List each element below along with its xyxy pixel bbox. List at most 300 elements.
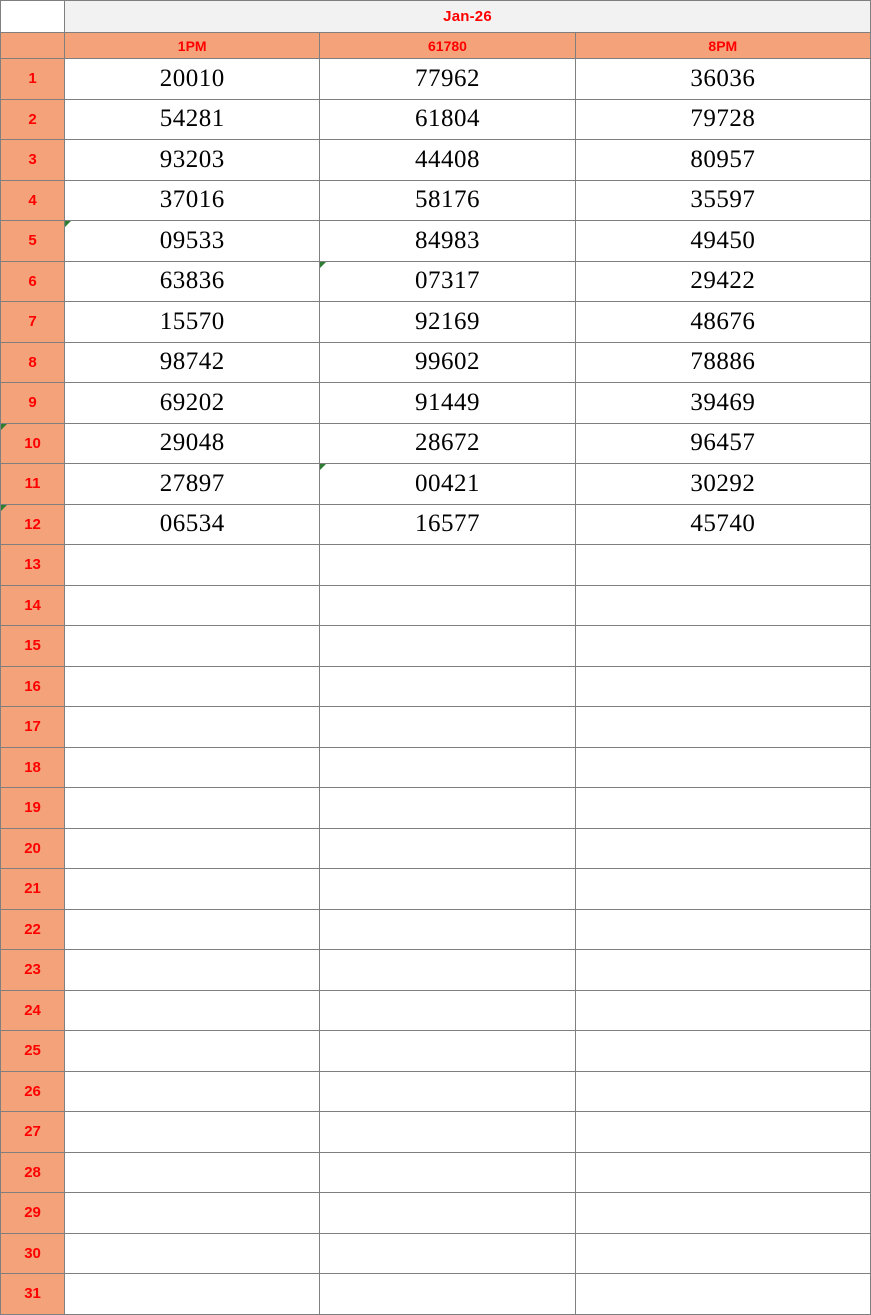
- cell-value: 27897: [159, 469, 225, 497]
- cell-b-19[interactable]: [320, 788, 575, 829]
- row-number-label: 25: [24, 1042, 41, 1060]
- row-number-cell[interactable]: [1, 585, 65, 626]
- cell-a-15[interactable]: [65, 626, 320, 667]
- cell-a-6[interactable]: [65, 261, 320, 302]
- row-number-label: 18: [24, 758, 41, 776]
- row-number-label: 2: [28, 110, 37, 128]
- cell-value: 30292: [690, 469, 756, 497]
- table-row: [1, 1193, 871, 1234]
- cell-value: 35597: [690, 186, 756, 214]
- row-number-cell[interactable]: [1, 342, 65, 383]
- row-number-label: 8: [28, 353, 37, 371]
- cell-wrap: [320, 383, 574, 423]
- row-number-label: 17: [24, 718, 41, 736]
- cell-wrap: [320, 343, 574, 383]
- row-number-wrap: [1, 221, 64, 261]
- row-number-wrap: [1, 424, 64, 464]
- row-number-cell[interactable]: [1, 788, 65, 829]
- cell-wrap: [320, 869, 574, 909]
- cell-wrap: [320, 950, 574, 990]
- cell-wrap: [65, 343, 319, 383]
- cell-wrap: [65, 829, 319, 869]
- cell-c-17[interactable]: [575, 707, 870, 748]
- cell-b-6[interactable]: [320, 261, 575, 302]
- row-number-wrap: [1, 59, 64, 99]
- cell-wrap: [65, 991, 319, 1031]
- cell-wrap: [65, 221, 319, 261]
- cell-b-9[interactable]: [320, 383, 575, 424]
- row-number-wrap: [1, 586, 64, 626]
- cell-value: 93203: [159, 145, 225, 173]
- cell-value: 45740: [690, 510, 756, 538]
- cell-c-1[interactable]: [575, 59, 870, 100]
- cell-value: 63836: [159, 267, 225, 295]
- cell-a-2[interactable]: [65, 99, 320, 140]
- cell-wrap: [320, 59, 574, 99]
- cell-wrap: [320, 545, 574, 585]
- row-number-cell[interactable]: [1, 180, 65, 221]
- cell-wrap: [576, 748, 870, 788]
- cell-c-30[interactable]: [575, 1233, 870, 1274]
- table-row: [1, 545, 871, 586]
- cell-c-5[interactable]: [575, 221, 870, 262]
- row-number-cell[interactable]: [1, 1071, 65, 1112]
- cell-value: 29048: [159, 429, 225, 457]
- cell-c-10[interactable]: [575, 423, 870, 464]
- row-number-cell[interactable]: [1, 423, 65, 464]
- cell-a-29[interactable]: [65, 1193, 320, 1234]
- cell-c-25[interactable]: [575, 1031, 870, 1072]
- cell-a-11[interactable]: [65, 464, 320, 505]
- row-number-wrap: [1, 707, 64, 747]
- row-number-wrap: [1, 140, 64, 180]
- cell-value: 16577: [414, 510, 480, 538]
- cell-wrap: [320, 1072, 574, 1112]
- cell-c-27[interactable]: [575, 1112, 870, 1153]
- cell-b-5[interactable]: [320, 221, 575, 262]
- cell-c-3[interactable]: [575, 140, 870, 181]
- cell-value: 49450: [690, 226, 756, 254]
- cell-wrap: [320, 626, 574, 666]
- cell-a-3[interactable]: [65, 140, 320, 181]
- table-row: [1, 302, 871, 343]
- row-number-wrap: [1, 343, 64, 383]
- table-row: [1, 585, 871, 626]
- cell-value: 20010: [159, 64, 225, 92]
- cell-wrap: [320, 262, 574, 302]
- cell-c-18[interactable]: [575, 747, 870, 788]
- cell-c-22[interactable]: [575, 909, 870, 950]
- row-number-wrap: [1, 1112, 64, 1152]
- cell-wrap: [320, 829, 574, 869]
- cell-wrap: [320, 1112, 574, 1152]
- cell-b-2[interactable]: [320, 99, 575, 140]
- cell-wrap: [320, 910, 574, 950]
- cell-wrap: [320, 991, 574, 1031]
- row-number-label: 5: [28, 232, 37, 250]
- cell-c-20[interactable]: [575, 828, 870, 869]
- cell-wrap: [576, 1234, 870, 1274]
- cell-c-21[interactable]: [575, 869, 870, 910]
- row-number-label: 6: [28, 272, 37, 290]
- cell-b-14[interactable]: [320, 585, 575, 626]
- table-row: [1, 261, 871, 302]
- cell-b-28[interactable]: [320, 1152, 575, 1193]
- cell-wrap: [65, 950, 319, 990]
- row-number-wrap: [1, 1234, 64, 1274]
- row-number-cell[interactable]: [1, 1193, 65, 1234]
- row-number-cell[interactable]: [1, 626, 65, 667]
- cell-wrap: [576, 829, 870, 869]
- row-number-label: 15: [24, 637, 41, 655]
- cell-wrap: [65, 383, 319, 423]
- row-number-wrap: [1, 1031, 64, 1071]
- row-number-label: 22: [24, 920, 41, 938]
- row-number-cell[interactable]: [1, 950, 65, 991]
- cell-b-24[interactable]: [320, 990, 575, 1031]
- cell-a-12[interactable]: [65, 504, 320, 545]
- cell-c-7[interactable]: [575, 302, 870, 343]
- cell-c-2[interactable]: [575, 99, 870, 140]
- cell-c-14[interactable]: [575, 585, 870, 626]
- cell-b-11[interactable]: [320, 464, 575, 505]
- row-number-cell[interactable]: [1, 707, 65, 748]
- cell-value: 48676: [690, 307, 756, 335]
- cell-b-17[interactable]: [320, 707, 575, 748]
- cell-a-18[interactable]: [65, 747, 320, 788]
- cell-wrap: [576, 181, 870, 221]
- cell-c-13[interactable]: [575, 545, 870, 586]
- cell-a-10[interactable]: [65, 423, 320, 464]
- cell-a-20[interactable]: [65, 828, 320, 869]
- cell-a-9[interactable]: [65, 383, 320, 424]
- cell-b-16[interactable]: [320, 666, 575, 707]
- row-number-label: 31: [24, 1285, 41, 1303]
- row-number-wrap: [1, 667, 64, 707]
- cell-a-17[interactable]: [65, 707, 320, 748]
- cell-value: 54281: [159, 105, 225, 133]
- row-number-label: 12: [24, 515, 41, 533]
- cell-value: 58176: [414, 186, 480, 214]
- cell-wrap: [576, 464, 870, 504]
- row-number-cell[interactable]: [1, 221, 65, 262]
- cell-value: 06534: [159, 510, 225, 538]
- row-number-cell[interactable]: [1, 1233, 65, 1274]
- row-number-cell[interactable]: [1, 504, 65, 545]
- cell-c-9[interactable]: [575, 383, 870, 424]
- cell-a-13[interactable]: [65, 545, 320, 586]
- row-number-label: 29: [24, 1204, 41, 1222]
- header-row: [1, 33, 871, 59]
- row-number-label: 7: [28, 313, 37, 331]
- table-row: [1, 221, 871, 262]
- cell-c-29[interactable]: [575, 1193, 870, 1234]
- table-row: [1, 707, 871, 748]
- cell-wrap: [65, 464, 319, 504]
- cell-a-28[interactable]: [65, 1152, 320, 1193]
- cell-wrap: [65, 1072, 319, 1112]
- cell-wrap: [320, 788, 574, 828]
- cell-wrap: [576, 1153, 870, 1193]
- cell-wrap: [65, 302, 319, 342]
- row-number-wrap: [1, 626, 64, 666]
- row-number-cell[interactable]: [1, 1152, 65, 1193]
- cell-wrap: [65, 1112, 319, 1152]
- row-number-wrap: [1, 545, 64, 585]
- cell-value: 69202: [159, 388, 225, 416]
- row-number-label: 21: [24, 880, 41, 898]
- row-number-cell[interactable]: [1, 99, 65, 140]
- cell-wrap: [576, 383, 870, 423]
- row-number-label: 19: [24, 799, 41, 817]
- cell-wrap: [576, 1193, 870, 1233]
- row-number-cell[interactable]: [1, 1031, 65, 1072]
- cell-wrap: [576, 950, 870, 990]
- cell-value: 37016: [159, 186, 225, 214]
- cell-wrap: [576, 586, 870, 626]
- cell-a-21[interactable]: [65, 869, 320, 910]
- row-number-label: 27: [24, 1123, 41, 1141]
- row-number-wrap: [1, 748, 64, 788]
- cell-wrap: [320, 667, 574, 707]
- cell-b-4[interactable]: [320, 180, 575, 221]
- table-row: [1, 383, 871, 424]
- table-row: [1, 140, 871, 181]
- cell-wrap: [576, 545, 870, 585]
- cell-wrap: [576, 626, 870, 666]
- cell-c-8[interactable]: [575, 342, 870, 383]
- cell-a-25[interactable]: [65, 1031, 320, 1072]
- row-number-cell[interactable]: [1, 666, 65, 707]
- cell-a-4[interactable]: [65, 180, 320, 221]
- row-number-wrap: [1, 1072, 64, 1112]
- cell-b-12[interactable]: [320, 504, 575, 545]
- cell-wrap: [320, 1234, 574, 1274]
- row-number-cell[interactable]: [1, 59, 65, 100]
- table-row: [1, 909, 871, 950]
- cell-value: 78886: [690, 348, 756, 376]
- cell-b-3[interactable]: [320, 140, 575, 181]
- cell-b-21[interactable]: [320, 869, 575, 910]
- cell-value: 96457: [690, 429, 756, 457]
- cell-wrap: [576, 262, 870, 302]
- cell-c-6[interactable]: [575, 261, 870, 302]
- cell-b-8[interactable]: [320, 342, 575, 383]
- row-number-wrap: [1, 950, 64, 990]
- row-number-cell[interactable]: [1, 747, 65, 788]
- cell-c-15[interactable]: [575, 626, 870, 667]
- cell-wrap: [320, 748, 574, 788]
- cell-value: 00421: [414, 469, 480, 497]
- cell-c-16[interactable]: [575, 666, 870, 707]
- row-number-cell[interactable]: [1, 869, 65, 910]
- table-row: [1, 747, 871, 788]
- cell-wrap: [65, 262, 319, 302]
- column-header-a[interactable]: 1PM: [65, 33, 320, 59]
- cell-value: 91449: [414, 388, 480, 416]
- cell-wrap: [65, 869, 319, 909]
- cell-a-16[interactable]: [65, 666, 320, 707]
- cell-wrap: [320, 181, 574, 221]
- table-row: [1, 788, 871, 829]
- cell-c-11[interactable]: [575, 464, 870, 505]
- row-number-cell[interactable]: [1, 261, 65, 302]
- cell-wrap: [65, 59, 319, 99]
- table-row: [1, 99, 871, 140]
- cell-b-29[interactable]: [320, 1193, 575, 1234]
- cell-b-26[interactable]: [320, 1071, 575, 1112]
- table-row: [1, 950, 871, 991]
- table-row: [1, 504, 871, 545]
- cell-b-22[interactable]: [320, 909, 575, 950]
- cell-wrap: [576, 910, 870, 950]
- cell-a-14[interactable]: [65, 585, 320, 626]
- row-number-cell[interactable]: [1, 909, 65, 950]
- row-number-cell[interactable]: [1, 140, 65, 181]
- cell-c-23[interactable]: [575, 950, 870, 991]
- cell-a-27[interactable]: [65, 1112, 320, 1153]
- table-row: [1, 464, 871, 505]
- cell-wrap: [65, 1031, 319, 1071]
- row-number-cell[interactable]: [1, 302, 65, 343]
- cell-b-23[interactable]: [320, 950, 575, 991]
- column-header-b[interactable]: 61780: [320, 33, 575, 59]
- cell-wrap: [576, 343, 870, 383]
- cell-b-25[interactable]: [320, 1031, 575, 1072]
- cell-a-8[interactable]: [65, 342, 320, 383]
- cell-value: 09533: [159, 226, 225, 254]
- cell-c-12[interactable]: [575, 504, 870, 545]
- cell-wrap: [65, 545, 319, 585]
- row-number-label: 24: [24, 1001, 41, 1019]
- row-number-label: 23: [24, 961, 41, 979]
- table-row: [1, 59, 871, 100]
- cell-wrap: [65, 586, 319, 626]
- row-number-wrap: [1, 383, 64, 423]
- cell-value: 28672: [414, 429, 480, 457]
- cell-wrap: [65, 1153, 319, 1193]
- cell-wrap: [65, 505, 319, 545]
- cell-value: 29422: [690, 267, 756, 295]
- row-number-label: 11: [24, 475, 41, 493]
- cell-c-26[interactable]: [575, 1071, 870, 1112]
- cell-value: 92169: [414, 307, 480, 335]
- cell-a-26[interactable]: [65, 1071, 320, 1112]
- cell-b-1[interactable]: [320, 59, 575, 100]
- cell-a-24[interactable]: [65, 990, 320, 1031]
- row-number-label: 16: [24, 677, 41, 695]
- row-number-wrap: [1, 1153, 64, 1193]
- cell-b-15[interactable]: [320, 626, 575, 667]
- row-number-label: 14: [24, 596, 41, 614]
- cell-wrap: [65, 100, 319, 140]
- table-row: [1, 666, 871, 707]
- cell-b-20[interactable]: [320, 828, 575, 869]
- cell-b-27[interactable]: [320, 1112, 575, 1153]
- cell-wrap: [576, 991, 870, 1031]
- row-number-wrap: [1, 1193, 64, 1233]
- cell-wrap: [320, 1031, 574, 1071]
- cell-value: 84983: [414, 226, 480, 254]
- row-number-cell[interactable]: [1, 828, 65, 869]
- row-number-cell[interactable]: [1, 464, 65, 505]
- cell-wrap: [65, 140, 319, 180]
- cell-wrap: [576, 59, 870, 99]
- cell-wrap: [320, 707, 574, 747]
- row-number-wrap: [1, 910, 64, 950]
- cell-wrap: [320, 464, 574, 504]
- table-row: [1, 1233, 871, 1274]
- cell-wrap: [576, 302, 870, 342]
- table-row: [1, 1071, 871, 1112]
- cell-wrap: [320, 100, 574, 140]
- cell-a-19[interactable]: [65, 788, 320, 829]
- cell-a-7[interactable]: [65, 302, 320, 343]
- row-number-wrap: [1, 505, 64, 545]
- cell-c-19[interactable]: [575, 788, 870, 829]
- cell-a-1[interactable]: [65, 59, 320, 100]
- comment-flag-icon: [65, 221, 71, 227]
- row-number-wrap: [1, 788, 64, 828]
- comment-flag-icon: [320, 262, 326, 268]
- row-number-label: 20: [24, 839, 41, 857]
- cell-a-23[interactable]: [65, 950, 320, 991]
- comment-flag-icon: [1, 505, 7, 511]
- cell-b-18[interactable]: [320, 747, 575, 788]
- cell-wrap: [65, 181, 319, 221]
- column-header-c[interactable]: 8PM: [575, 33, 870, 59]
- row-number-wrap: [1, 181, 64, 221]
- cell-wrap: [576, 667, 870, 707]
- cell-wrap: [576, 707, 870, 747]
- cell-wrap: [65, 788, 319, 828]
- title-row-corner-cell: [1, 1, 65, 33]
- row-number-wrap: [1, 991, 64, 1031]
- cell-wrap: [576, 424, 870, 464]
- cell-wrap: [65, 707, 319, 747]
- row-number-wrap: [1, 302, 64, 342]
- cell-b-13[interactable]: [320, 545, 575, 586]
- row-number-cell[interactable]: [1, 1112, 65, 1153]
- row-number-cell[interactable]: [1, 990, 65, 1031]
- cell-wrap: [576, 221, 870, 261]
- row-number-cell[interactable]: [1, 545, 65, 586]
- cell-wrap: [65, 626, 319, 666]
- cell-wrap: [576, 100, 870, 140]
- cell-a-5[interactable]: [65, 221, 320, 262]
- cell-value: 61804: [414, 105, 480, 133]
- cell-a-30[interactable]: [65, 1233, 320, 1274]
- cell-a-22[interactable]: [65, 909, 320, 950]
- row-number-cell[interactable]: [1, 383, 65, 424]
- cell-b-30[interactable]: [320, 1233, 575, 1274]
- cell-b-10[interactable]: [320, 423, 575, 464]
- table-row: [1, 990, 871, 1031]
- cell-b-7[interactable]: [320, 302, 575, 343]
- cell-c-28[interactable]: [575, 1152, 870, 1193]
- cell-wrap: [320, 586, 574, 626]
- cell-wrap: [576, 1112, 870, 1152]
- table-row: [1, 1031, 871, 1072]
- cell-c-4[interactable]: [575, 180, 870, 221]
- table-row: [1, 180, 871, 221]
- row-number-label: 3: [28, 151, 37, 169]
- sheet-title: Jan-26: [65, 1, 871, 33]
- cell-wrap: [65, 748, 319, 788]
- table-row: [1, 423, 871, 464]
- cell-value: 99602: [414, 348, 480, 376]
- cell-c-24[interactable]: [575, 990, 870, 1031]
